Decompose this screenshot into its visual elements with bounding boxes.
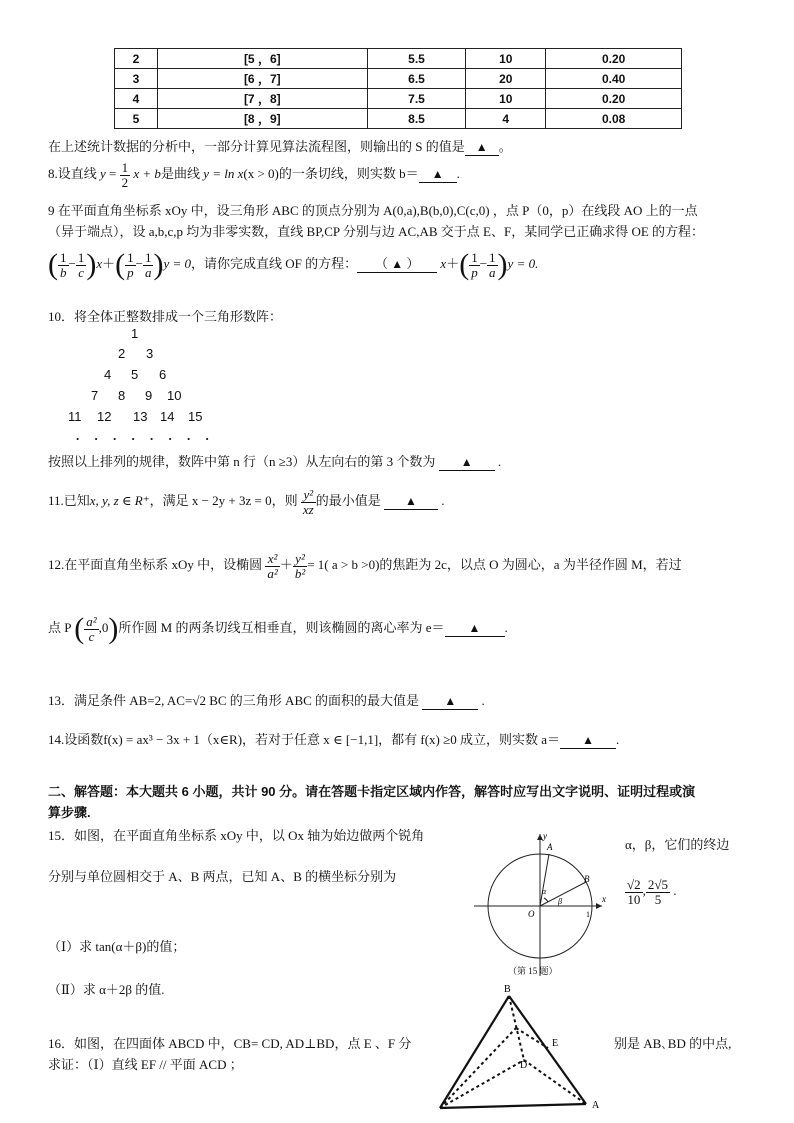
question-11: 11.已知x, y, z ∈ R⁺，满足 x − 2y + 3z = 0，则 $\frac{\text{y²}}{xz}$ 的最小值是 ▲ .: [48, 487, 445, 517]
question-16-line1: 16．如图，在四面体 ABCD 中，CB= CD, AD⊥BD，点 E 、F 分: [48, 1036, 412, 1051]
fig-a-label: A: [547, 842, 553, 852]
fig-y-label: y: [543, 831, 547, 841]
table-cell: [8 ，9]: [157, 109, 367, 129]
triangle-array-number: 15: [188, 409, 203, 424]
question-13: 13．满足条件 AB=2, AC=√2 BC 的三角形 ABC 的面积的最大值是 ▲ .: [48, 693, 485, 708]
frequency-table: [114, 48, 682, 129]
fig-one-label: 1: [586, 910, 590, 919]
triangle-array-number: 14: [160, 409, 175, 424]
triangle-array-number: 4: [104, 367, 112, 382]
section-2-heading: 二、解答题：本大题共 6 小题，共计 90 分。请在答题卡指定区域内作答，解答时应写出文字说明、证明过程或演: [48, 784, 696, 799]
triangle-array-number: 8: [118, 388, 126, 403]
table-cell: 2: [115, 49, 158, 69]
table-cell: 3: [115, 69, 158, 89]
fig16-a-label: A: [592, 1100, 600, 1111]
fig-o-label: O: [528, 909, 535, 919]
triangle-array-number: 5: [131, 367, 139, 382]
fig16-b-label: B: [504, 984, 511, 995]
fig-b-label: B: [584, 874, 590, 884]
question-8: 8.设直线 y = $\frac{1}{2}$ x + b是曲线 y = ln x(x > 0)的一条切线，则实数 b＝ ▲ .: [48, 160, 460, 190]
fig-x-label: x: [602, 894, 606, 904]
question-16-line2: 求证：（Ⅰ）直线 EF // 平面 ACD ；: [48, 1057, 243, 1072]
table-cell: 10: [466, 49, 546, 69]
table-cell: 7.5: [367, 89, 466, 109]
table-cell: 5.5: [367, 49, 466, 69]
unit-circle-figure: [470, 826, 610, 986]
triangle-array-number: 2: [118, 346, 126, 361]
table-cell: 4: [115, 89, 158, 109]
table-cell: 20: [466, 69, 546, 89]
table-row: [115, 109, 682, 129]
triangle-array-number: 6: [159, 367, 167, 382]
triangle-array-number: 7: [91, 388, 99, 403]
question-15-right1: α，β，它们的终边: [625, 837, 730, 852]
triangle-array-number: 11: [68, 409, 82, 424]
section-2-heading-cont: 算步骤.: [48, 805, 91, 820]
question-15-part2: （Ⅱ）求 α＋2β 的值.: [48, 982, 165, 997]
tetrahedron-figure: [432, 980, 602, 1116]
question-9-line1: 9 在平面直角坐标系 xOy 中，设三角形 ABC 的顶点分别为 A(0,a),B(b,0),C(c,0) ，点 P（0，p）在线段 AO 上的一点: [48, 203, 698, 218]
question-14: 14.设函数f(x) = ax³ − 3x + 1（x∈R)，若对于任意 x ∈ [−1,1]，都有 f(x) ≥0 成立，则实数 a＝ ▲ .: [48, 732, 620, 747]
question-16-right1: 别是 AB､BD 的中点,: [614, 1036, 732, 1051]
table-cell: [7 ，8]: [157, 89, 367, 109]
table-cell: 0.40: [546, 69, 682, 89]
triangle-array-number: 13: [133, 409, 148, 424]
fig16-e-label: E: [552, 1038, 559, 1049]
question-7: 在上述统计数据的分析中，一部分计算见算法流程图，则输出的 S 的值是 ▲ 。: [48, 139, 512, 154]
table-cell: 6.5: [367, 69, 466, 89]
question-12-line2: 点 P ( $\frac{\text{a²}}{c}$ ,0)所作圆 M 的两条切线互相垂直，则该椭圆的离心率为 e＝ ▲ .: [48, 612, 508, 645]
table-row: [115, 69, 682, 89]
question-10-title: 10．将全体正整数排成一个三角形数阵：: [48, 309, 283, 324]
question-15-line2: 分别与单位圆相交于 A、B 两点，已知 A、B 的横坐标分别为: [48, 869, 397, 884]
triangle-array-number: 1: [131, 326, 139, 341]
triangle-array-number: 12: [97, 409, 112, 424]
table-cell: 8.5: [367, 109, 466, 129]
table-cell: 0.20: [546, 49, 682, 69]
triangle-array-number: 10: [167, 388, 182, 403]
triangle-array-number: 9: [145, 388, 153, 403]
figure-15-caption: （第 15 题）: [508, 966, 558, 976]
fig-beta-label: β: [558, 897, 562, 906]
table-cell: 0.08: [546, 109, 682, 129]
question-12-line1: 12.在平面直角坐标系 xOy 中，设椭圆 $\frac{\text{x²}}{\text{a²}}$ ＋ $\frac{\text{y²}}{\text{b²}}$ = 1( a > b >0)的焦距为 2c，以点 O 为圆心，a 为半径作圆 M，若过: [48, 551, 682, 581]
fig-alpha-label: α: [542, 887, 547, 896]
fig16-d-label: D: [520, 1060, 528, 1071]
question-9-equation: ( $\frac{1}{b}$ − $\frac{1}{c}$ )x＋( $\frac{1}{p}$ − $\frac{1}{a}$ )y = 0，请你完成直线 OF 的方程： （ ▲ ） x＋( $\frac{1}{p}$ − $\frac{1}{a}$ )y = 0.: [48, 248, 539, 281]
question-9-line2: （异于端点），设 a,b,c,p 均为非零实数，直线 BP,CP 分别与边 AC,AB 交于点 E、F，某同学已正确求得 OE 的方程：: [48, 224, 705, 239]
table-cell: [6 ，7]: [157, 69, 367, 89]
table-row: [115, 49, 682, 69]
question-15-line1: 15．如图，在平面直角坐标系 xOy 中，以 Ox 轴为始边做两个锐角: [48, 828, 425, 843]
question-15-part1: （Ⅰ）求 tan(α＋β)的值；: [48, 939, 186, 954]
table-cell: 0.20: [546, 89, 682, 109]
triangle-array-dots: . . . . . . . .: [76, 428, 215, 443]
coordinates-fractions: $\frac{√2}{10}$ , $\frac{2√5}{5}$ .: [627, 877, 677, 907]
table-cell: 4: [466, 109, 546, 129]
table-cell: 10: [466, 89, 546, 109]
triangle-array-number: 3: [146, 346, 154, 361]
table-row: [115, 89, 682, 109]
table-cell: 5: [115, 109, 158, 129]
table-cell: [5 ，6]: [157, 49, 367, 69]
question-10-text: 按照以上排列的规律，数阵中第 n 行（n ≥3）从左向右的第 3 个数为 ▲ .: [48, 454, 502, 469]
